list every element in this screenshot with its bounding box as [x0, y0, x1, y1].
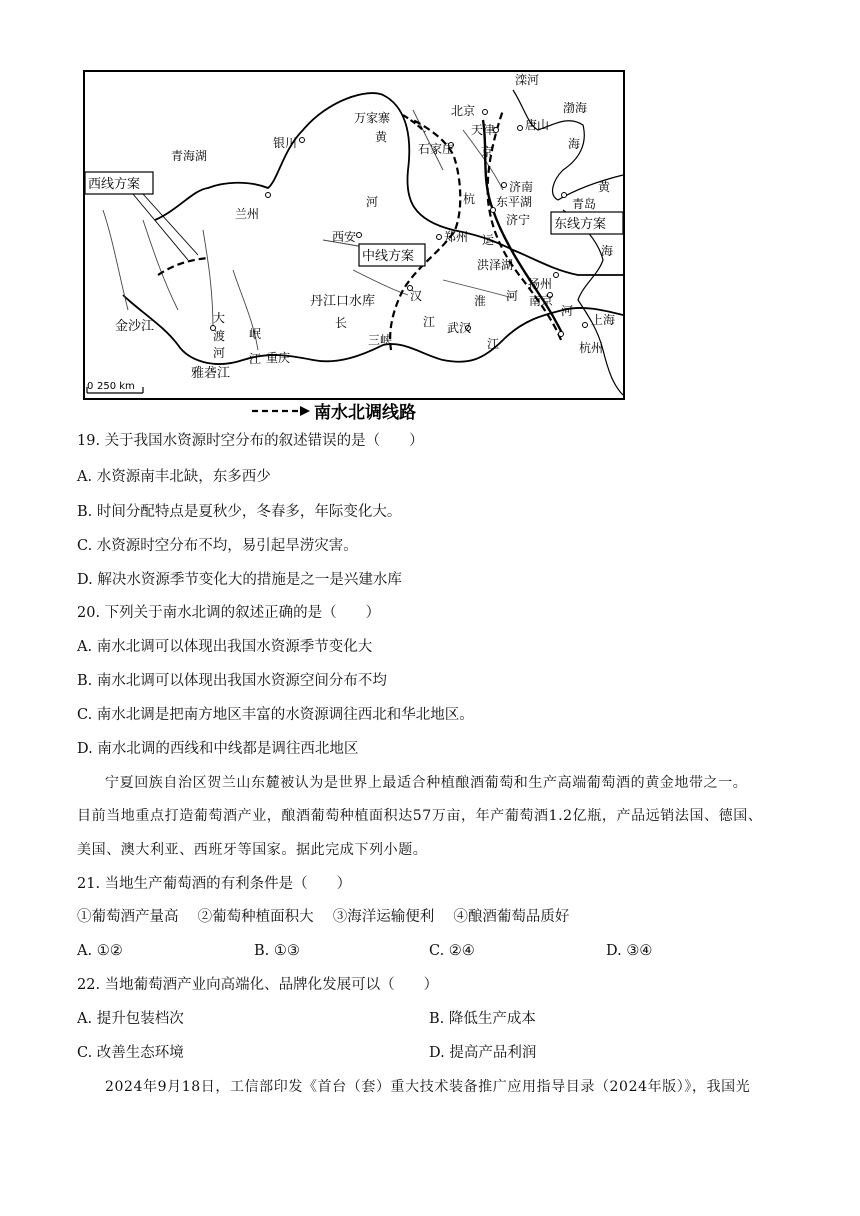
q19-option-b[interactable]: B. 时间分配特点是夏秋少，冬春多，年际变化大。 — [77, 504, 402, 520]
he-label-2: 河 — [506, 289, 519, 303]
q19-option-d[interactable]: D. 解决水资源季节变化大的措施是之一是兴建水库 — [77, 572, 402, 588]
yalongjiang-label: 雅砻江 — [191, 366, 231, 381]
hai-label: 海 — [568, 137, 581, 151]
q20-option-c[interactable]: C. 南水北调是把南方地区丰富的水资源调往西北和华北地区。 — [77, 707, 474, 723]
jinan-label: 济南 — [509, 180, 534, 194]
huai-label: 淮 — [474, 294, 487, 308]
south-north-water-diversion-map — [83, 70, 625, 400]
jing-label: 京 — [481, 145, 494, 159]
jiang-label-2: 江 — [423, 315, 436, 329]
han-label: 汉 — [410, 289, 423, 303]
bohai-label: 渤海 — [563, 101, 588, 115]
yun-label: 运 — [482, 233, 495, 247]
q22-option-c[interactable]: C. 改善生态环境 — [77, 1045, 184, 1061]
xian-label: 西安 — [332, 230, 357, 244]
chongqing-label: 重庆 — [266, 351, 291, 365]
he-label-4: 河 — [213, 346, 226, 360]
q21-option-d[interactable]: D. ③④ — [606, 943, 653, 959]
he-label-3: 河 — [561, 304, 574, 318]
jiang-label-3: 江 — [487, 337, 500, 351]
passage1-line2: 目前当地重点打造葡萄酒产业，酿酒葡萄种植面积达57万亩，年产葡萄酒1.2亿瓶，产品远销法国、德国、 — [77, 808, 763, 824]
q20-stem: 20. 下列关于南水北调的叙述正确的是（ ） — [77, 605, 381, 621]
jiang-label-1: 江 — [249, 352, 262, 366]
he-label-1: 河 — [366, 195, 379, 209]
hangzhou-label: 杭州 — [579, 341, 604, 355]
q22-option-d[interactable]: D. 提高产品利润 — [429, 1045, 537, 1061]
yinchuan-label: 银川 — [273, 136, 298, 150]
dongpinghu-label: 东平湖 — [496, 195, 533, 209]
passage1-line1: 宁夏回族自治区贺兰山东麓被认为是世界上最适合种植酿酒葡萄和生产高端葡萄酒的黄金地带之一。 — [105, 775, 748, 791]
hai-label-2: 海 — [601, 244, 614, 258]
q21-option-b[interactable]: B. ①③ — [254, 943, 300, 959]
q21-option-c[interactable]: C. ②④ — [429, 943, 475, 959]
legend-label: 南水北调线路 — [314, 403, 416, 423]
huang-label-2: 黄 — [598, 180, 611, 194]
shanghai-label: 上海 — [591, 313, 616, 327]
q19-stem: 19. 关于我国水资源时空分布的叙述错误的是（ ） — [77, 433, 424, 449]
zhengzhou-label: 郑州 — [444, 230, 469, 244]
du-label: 渡 — [213, 329, 226, 343]
q22-option-b[interactable]: B. 降低生产成本 — [429, 1011, 536, 1027]
beijing-label: 北京 — [451, 104, 476, 118]
west-route-label: 西线方案 — [88, 177, 141, 192]
wuhan-label: 武汉 — [447, 321, 472, 335]
q19-option-c[interactable]: C. 水资源时空分布不均，易引起旱涝灾害。 — [77, 538, 358, 554]
luan-he-label: 滦河 — [515, 73, 540, 87]
min-label: 岷 — [249, 327, 262, 341]
tianjin-label: 天津 — [471, 123, 496, 137]
yangzhou-label: 扬州 — [528, 277, 553, 291]
middle-route-label: 中线方案 — [362, 249, 415, 264]
huang-label-1: 黄 — [375, 130, 388, 144]
map-legend — [250, 398, 470, 424]
lanzhou-label: 兰州 — [235, 207, 260, 221]
qinghaihu-label: 青海湖 — [171, 149, 208, 163]
da-label: 大 — [213, 311, 226, 325]
passage2-line1: 2024年9月18日，工信部印发《首台（套）重大技术装备推广应用指导目录（2024年版）》，我国光 — [105, 1079, 751, 1095]
shijiazhuang-label: 石家庄 — [418, 142, 455, 156]
q20-option-a[interactable]: A. 南水北调可以体现出我国水资源季节变化大 — [77, 639, 373, 655]
passage1-line3: 美国、澳大利亚、西班牙等国家。据此完成下列小题。 — [77, 842, 428, 858]
tangshan-label: 唐山 — [525, 118, 550, 132]
legend-arrow — [300, 406, 310, 416]
q22-option-a[interactable]: A. 提升包装档次 — [77, 1011, 184, 1027]
jinshajiang-label: 金沙江 — [115, 319, 155, 334]
chang-label: 长 — [335, 316, 348, 330]
scale-label: 250 km — [97, 381, 135, 392]
nanjing-label: 南京 — [529, 294, 554, 308]
q22-stem: 22. 当地葡萄酒产业向高端化、品牌化发展可以（ ） — [77, 977, 439, 993]
jining-label: 济宁 — [506, 213, 531, 227]
hongzehu-label: 洪泽湖 — [477, 258, 514, 272]
q21-option-a[interactable]: A. ①② — [77, 943, 123, 959]
qingdao-label: 青岛 — [572, 197, 597, 211]
danjiangkou-label: 丹江口水库 — [310, 294, 376, 309]
east-route-label: 东线方案 — [554, 217, 607, 232]
q20-option-d[interactable]: D. 南水北调的西线和中线都是调往西北地区 — [77, 741, 359, 757]
wanjiazhai-label: 万家寨 — [354, 111, 391, 125]
q21-stem: 21. 当地生产葡萄酒的有利条件是（ ） — [77, 876, 352, 892]
scale-zero-label: 0 — [87, 381, 94, 392]
q19-option-a[interactable]: A. 水资源南丰北缺，东多西少 — [77, 469, 271, 485]
sanxia-label: 三峡 — [368, 333, 393, 347]
hang-label: 杭 — [463, 192, 476, 206]
q21-items: ①葡萄酒产量高 ②葡萄种植面积大 ③海洋运输便利 ④酿酒葡萄品质好 — [77, 909, 570, 925]
q20-option-b[interactable]: B. 南水北调可以体现出我国水资源空间分布不均 — [77, 673, 387, 689]
